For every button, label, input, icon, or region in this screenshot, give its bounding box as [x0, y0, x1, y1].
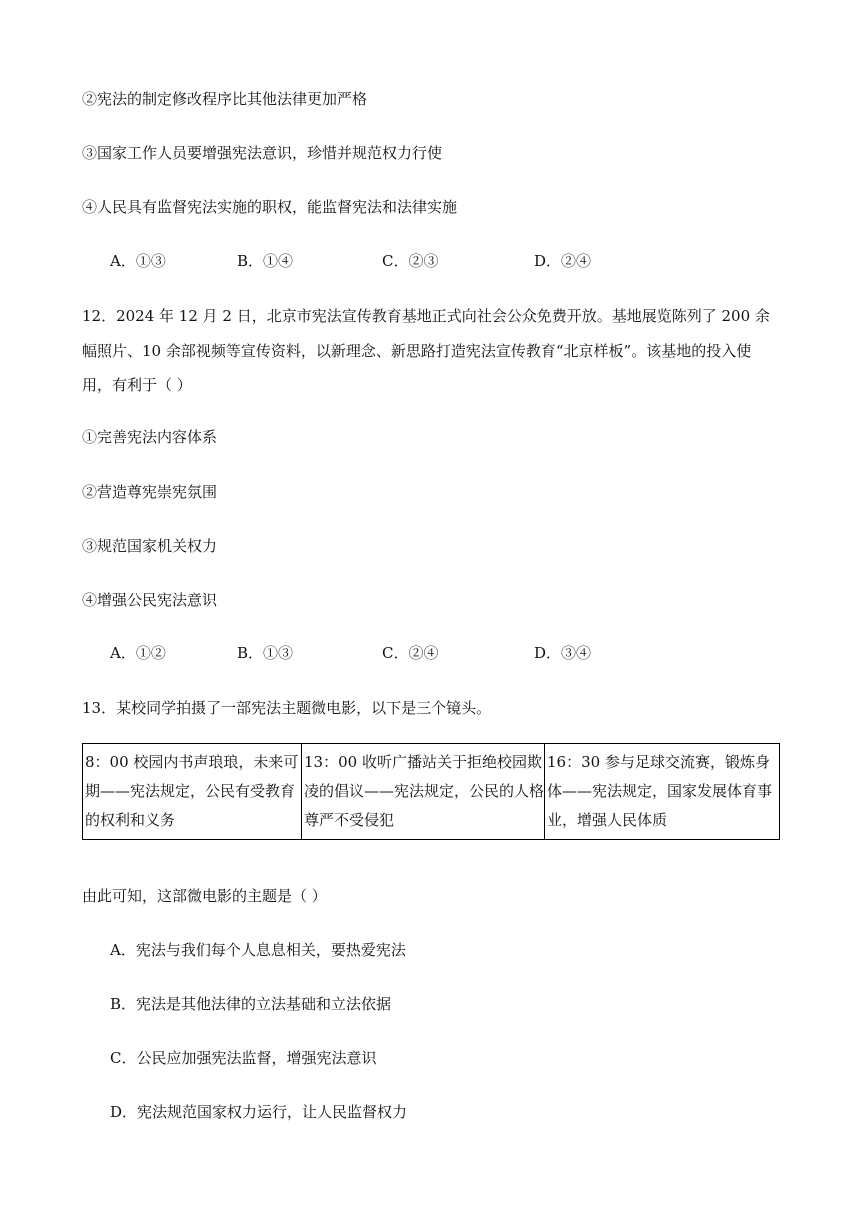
q12-choices	[110, 643, 810, 663]
table-cell-shot-2: 13：00 收听广播站关于拒绝校园欺凌的倡议——宪法规定，公民的人格尊严不受侵犯	[302, 744, 545, 840]
q11-choice-c[interactable]: C．②③	[382, 252, 439, 270]
q13-stem: 13．某校同学拍摄了一部宪法主题微电影，以下是三个镜头。	[82, 699, 492, 717]
q12-choice-d[interactable]: D．③④	[534, 644, 592, 662]
q11-item-3: ③国家工作人员要增强宪法意识，珍惜并规范权力行使	[82, 144, 443, 162]
q12-choice-a[interactable]: A．①②	[110, 644, 166, 662]
q12-item-3: ③规范国家机关权力	[82, 537, 218, 555]
q12-item-2: ②营造尊宪崇宪氛围	[82, 483, 218, 501]
q13-option-c[interactable]: C．公民应加强宪法监督，增强宪法意识	[110, 1049, 377, 1067]
q12-item-4: ④增强公民宪法意识	[82, 591, 218, 609]
q11-choice-a[interactable]: A．①③	[110, 252, 166, 270]
q12-stem-line-1: 12．2024 年 12 月 2 日，北京市宪法宣传教育基地正式向社会公众免费开放。基地展览陈列了 200 余	[82, 307, 770, 325]
table-row	[83, 744, 780, 840]
q12-choice-b[interactable]: B．①③	[237, 644, 294, 662]
q12-stem-line-2: 幅照片、10 余部视频等宣传资料，以新理念、新思路打造宪法宣传教育“北京样板”。该基地的投入使	[82, 342, 752, 360]
q11-item-4: ④人民具有监督宪法实施的职权，能监督宪法和法律实施	[82, 198, 458, 216]
q11-choice-d[interactable]: D．②④	[534, 252, 592, 270]
q11-item-2: ②宪法的制定修改程序比其他法律更加严格	[82, 90, 368, 108]
q11-choice-b[interactable]: B．①④	[237, 252, 294, 270]
q13-shots-table	[82, 743, 780, 840]
q12-item-1: ①完善宪法内容体系	[82, 428, 218, 446]
q12-stem-line-3: 用，有利于（ ）	[82, 376, 192, 394]
q11-choices	[110, 251, 810, 271]
q12-choice-c[interactable]: C．②④	[382, 644, 439, 662]
q13-prompt: 由此可知，这部微电影的主题是（ ）	[82, 887, 327, 905]
q13-option-b[interactable]: B．宪法是其他法律的立法基础和立法依据	[110, 995, 392, 1013]
q13-option-d[interactable]: D．宪法规范国家权力运行，让人民监督权力	[110, 1103, 408, 1121]
table-cell-shot-1: 8：00 校园内书声琅琅，未来可期——宪法规定，公民有受教育的权利和义务	[83, 744, 302, 840]
q13-option-a[interactable]: A．宪法与我们每个人息息相关，要热爱宪法	[110, 941, 406, 959]
table-cell-shot-3: 16：30 参与足球交流赛，锻炼身体——宪法规定，国家发展体育事业，增强人民体质	[545, 744, 780, 840]
